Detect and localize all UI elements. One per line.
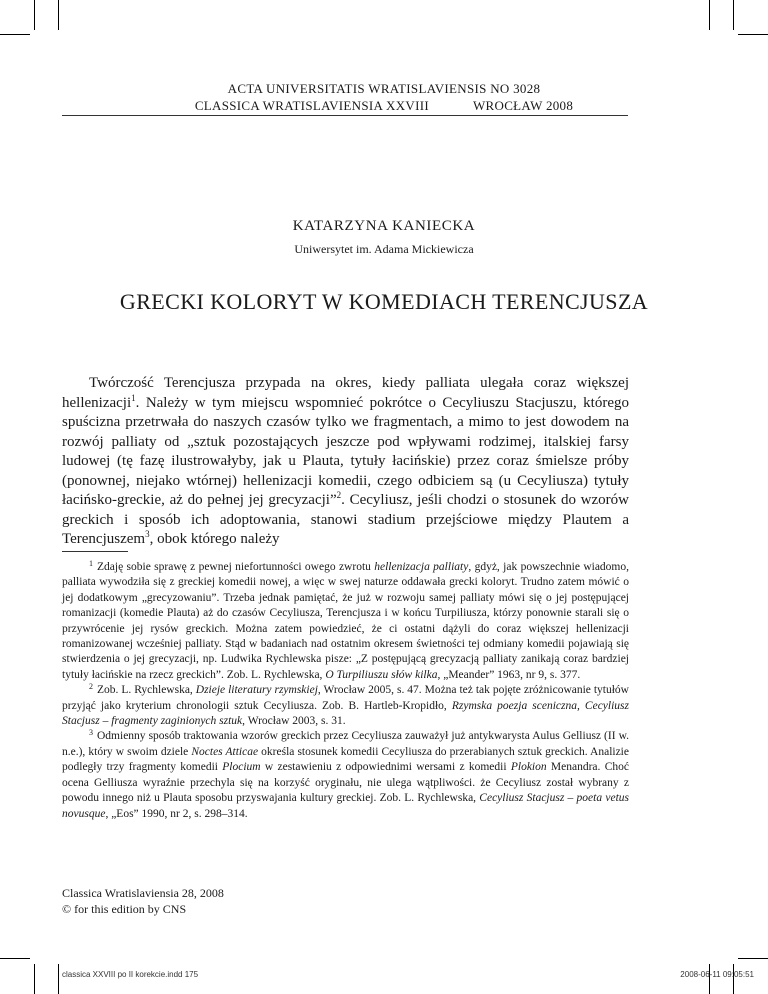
crop-mark-top-right-v2 — [733, 0, 734, 30]
crop-mark-top-right-h — [738, 34, 768, 35]
article-title: GRECKI KOLORYT W KOMEDIACH TERENCJUSZA — [119, 289, 649, 314]
crop-mark-bottom-right-v2 — [733, 964, 734, 994]
footnote-2: $^2$ Zob. L. Rychlewska, Dzieje literatury rzymskiej, Wrocław 2005, s. 47. Można też tak pojęte zróżnicowanie tytułów przyjąć jako kryterium chronologii sztuk Cecyliusza. Zob. B. Hartleb-Kropidło, Rzymska poezja sceniczna, Cecyliusz Stacjusz – fragmenty zaginionych sztuk, Wrocław 2003, s. 31. — [62, 682, 629, 728]
footnote-ref-1[interactable]: 1 — [131, 392, 136, 403]
crop-mark-bottom-left-h — [0, 958, 30, 959]
footnote-ref-3[interactable]: 3 — [145, 529, 150, 539]
author-name: KATARZYNA KANIECKA — [292, 218, 476, 234]
footnotes — [62, 560, 629, 822]
crop-mark-bottom-right-h — [738, 958, 768, 959]
journal-header-line1: ACTA UNIVERSITATIS WRATISLAVIENSIS NO 3028 — [227, 81, 541, 96]
crop-mark-top-left-v2 — [58, 0, 59, 30]
footer-copyright: © for this edition by CNS — [62, 902, 187, 916]
crop-mark-bottom-left-v — [34, 964, 35, 994]
header-rule — [62, 115, 628, 116]
journal-header-line2 — [0, 98, 768, 114]
crop-mark-top-right-v — [709, 0, 710, 30]
print-slug-timestamp: 2008-06-11 09:05:51 — [680, 970, 754, 979]
footnote-separator — [62, 551, 128, 552]
header-place-year: WROCŁAW 2008 — [472, 98, 574, 113]
crop-mark-bottom-left-v2 — [58, 964, 59, 994]
author-affiliation: Uniwersytet im. Adama Mickiewicza — [294, 242, 474, 256]
crop-mark-top-left-h — [0, 34, 30, 35]
footnote-1: $^1$ Zdaję sobie sprawę z pewnej niefortunności owego zwrotu hellenizacja palliaty, gdyż, jak powszechnie wiadomo, palliata wywodziła się z greckiej komedii nowej, a więc w swej naturze oddawała grecki koloryt. Trudno zatem mówić o jej dodatkowym „grecyzowaniu”. Trzeba jednak pamiętać, że już w rozwoju samej palliaty mówi się o jej postępującej romanizacji (komedie Plauta) aż do czasów Cecyliusza, Terencjusza i w końcu Turpiliusza, którzy ponownie starali się o przywrócenie jej rysów greckich. Można zatem powiedzieć, że ci ostatni dążyli do coraz większej hellenizacji romanizowanej wcześniej palliaty. Stąd w badaniach nad ostatnim okresem świetności tej odmiany komedii pojawiają się stwierdzenia o jej grecyzacji, np. Ludwika Rychlewska pisze: „Z postępującą grecyzacją palliaty zanikają coraz bardziej tytuły łacińskie na rzecz greckich”. Zob. L. Rychlewska, O Turpiliuszu słów kilka, „Meander” 1963, nr 9, s. 377. — [62, 559, 629, 681]
footnote-ref-2[interactable]: 2 — [336, 490, 342, 500]
header-series: CLASSICA WRATISLAVIENSIA XXVIII — [194, 98, 429, 113]
body-paragraph: Twórczość Terencjusza przypada na okres, kiedy palliata ulegała coraz większej hellenizacji$^1$. Należy w tym miejscu wspomnieć pokrótce o Cecyliuszu Stacjuszu, którego spuścizna przetrwała do naszych czasów tylko we fragmentach, a mimo to jest dowodem na rozwój palliaty od „sztuk pozostających jeszcze pod wpływami rodzimej, italskiej farsy ludowej (tę fazę ilustrowałyby, jak u Plauta, tytuły łacińskie) przez coraz śmielsze próby (ponownej, niejako wtórnej) hellenizacji komedii, czego odbiciem są (u Cecyliusza) tytuły łacińsko-greckie, aż do pełnej jej grecyzacji”$^2$. Cecyliusz, jeśli chodzi o stosunek do wzorów greckich i sposób ich adoptowania, stanowi stadium przejściowe między Plautem a Terencjuszem$^3$, obok którego należy — [62, 375, 629, 547]
footnote-3: $^3$ Odmienny sposób traktowania wzorów greckich przez Cecyliusza zauważył już antykwarysta Aulus Gelliusz (II w. n.e.), który w swoim dziele Noctes Atticae określa stosunek komedii Cecyliusza do przerabianych sztuk greckich. Analizie podległy trzy fragmenty komedii Plocium w zestawieniu z odpowiednimi wersami z komedii Plokion Menandra. Choć ocena Gelliusza wyraźnie przechyla się na korzyść oryginału, nie ulega wątpliwości. że Cecyliusz został wybrany z powodu innego niż u Plauta sposobu przyswajania kultury greckiej. Zob. L. Rychlewska, Cecyliusz Stacjusz – poeta vetus novusque, „Eos” 1990, nr 2, s. 298–314. — [62, 728, 629, 820]
crop-mark-top-left-v — [34, 0, 35, 30]
print-slug-file: classica XXVIII po II korekcie.indd 175 — [62, 970, 199, 979]
crop-mark-bottom-right-v — [709, 964, 710, 994]
footer-journal: Classica Wratislaviensia 28, 2008 — [62, 886, 224, 900]
